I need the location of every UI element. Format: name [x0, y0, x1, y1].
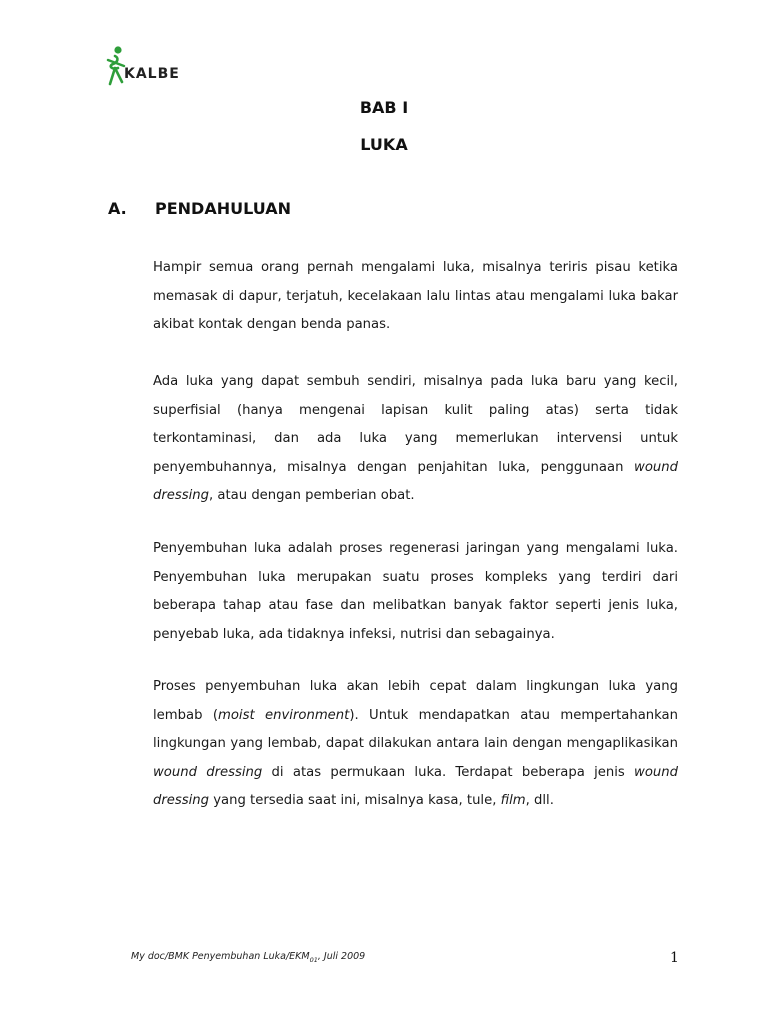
- page-number: 1: [670, 950, 679, 966]
- paragraph-4-text-b: ). Untuk mendapatkan atau mempertahankan lingkungan yang lembab, dapat dilakukan antara lain dengan mengaplikasikan: [153, 707, 678, 751]
- paragraph-4-text-c: di atas permukaan luka. Terdapat beberapa jenis: [262, 764, 635, 780]
- paragraph-4-italic-2: wound dressing: [153, 764, 263, 780]
- footer-sub: 01: [309, 955, 318, 964]
- paragraph-1-text: Hampir semua orang pernah mengalami luka, misalnya teriris pisau ketika memasak di dapur, terjatuh, kecelakaan lalu lintas atau mengalami luka bakar akibat kontak dengan benda panas.: [153, 260, 678, 332]
- chapter-number: BAB I: [359, 98, 409, 117]
- chapter-title: LUKA: [360, 135, 408, 154]
- paragraph-1: [153, 254, 678, 340]
- paragraph-4-italic-4: film: [500, 793, 526, 808]
- paragraph-4-italic-1: moist environment: [218, 707, 350, 723]
- footer-date: , Juli 2009: [317, 951, 366, 962]
- paragraph-4-italic-3: wound dressing: [153, 764, 678, 808]
- logo-text: KALBE: [124, 66, 180, 82]
- footer-path: My doc/BMK Penyembuhan Luka/EKM: [131, 951, 310, 962]
- paragraph-3: [153, 535, 678, 649]
- paragraph-4-text-e: , dll.: [525, 793, 554, 808]
- footer-doc-path: [131, 951, 365, 964]
- paragraph-2-italic-1: wound dressing: [153, 459, 678, 503]
- paragraph-4-text-a: Proses penyembuhan luka akan lebih cepat dalam lingkungan luka yang lembab (: [153, 679, 678, 723]
- kalbe-logo: [104, 44, 196, 88]
- paragraph-2: [153, 368, 678, 511]
- paragraph-2-text-b: , atau dengan pemberian obat.: [209, 488, 415, 503]
- paragraph-4-text-d: yang tersedia saat ini, misalnya kasa, tule,: [209, 793, 501, 808]
- section-title: PENDAHULUAN: [155, 199, 291, 218]
- paragraph-2-text-a: Ada luka yang dapat sembuh sendiri, misalnya pada luka baru yang kecil, superfisial (hanya mengenai lapisan kulit paling atas) serta tidak terkontaminasi, dan ada luka yang memerlukan intervensi untuk penyembuhannya, misalnya dengan penjahitan luka, penggunaan: [153, 374, 678, 475]
- paragraph-4: [153, 673, 678, 816]
- section-letter: A.: [108, 199, 127, 218]
- paragraph-3-text: Penyembuhan luka adalah proses regenerasi jaringan yang mengalami luka. Penyembuhan luka merupakan suatu proses kompleks yang terdiri dari beberapa tahap atau fase dan melibatkan banyak faktor seperti jenis luka, penyebab luka, ada tidaknya infeksi, nutrisi dan sebagainya.: [153, 541, 678, 642]
